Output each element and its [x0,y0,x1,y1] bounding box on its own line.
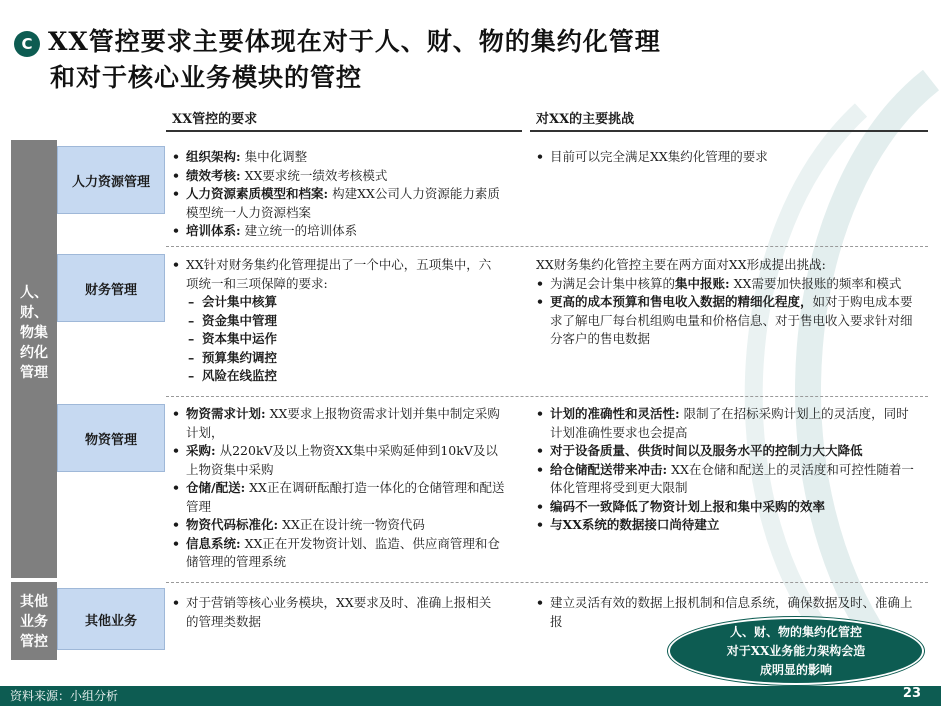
item-emphasis: 与XX系统的数据接口尚待建立 [550,517,720,532]
category-label-main: 人、财、物集约化管理 [20,285,48,381]
hr-requirements [172,148,502,241]
callout-line-2: 对于XX业务能力架构会造 [726,643,866,658]
item-emphasis: 培训体系: [186,223,241,238]
bullet-list [172,256,502,386]
item-text: 为满足会计集中核算的 [550,275,676,291]
item-emphasis: 信息系统: [186,535,241,551]
list-item [536,498,916,517]
item-emphasis: 组织架构: [186,149,241,164]
title-line-1: XX管控要求主要体现在对于人、财、物的集约化管理 [48,27,661,56]
title-line-2: 和对于核心业务模块的管控 [50,63,363,92]
item-text: 从220kV及以上物资XX集中采购延伸到10kV及以上物资集中采购 [186,443,498,477]
item-emphasis: 编码不一致降低了物资计划上报和集中采购的效率 [550,498,826,514]
other-requirements [172,594,502,631]
item-text: 建立统一的培训体系 [240,223,358,238]
item-text: XX针对财务集约化管理提出了一个中心，五项集中，六项统一和三项保障的要求: [186,257,492,291]
item-text: XX财务集约化管控主要在两方面对XX形成提出挑战: [536,257,826,272]
item-emphasis: 采购: [186,443,216,458]
item-emphasis: 风险在线监控 [202,368,278,383]
item-emphasis: 给仓储配送带来冲击: [550,461,668,477]
list-item [172,330,502,349]
footer-bar [0,686,941,706]
finance-requirements [172,256,502,386]
section-box-other: 其他业务 [57,588,165,650]
bullet-list [536,256,916,349]
item-emphasis: 物资需求计划: [186,406,266,421]
hr-challenges [536,148,916,167]
right-header-rule [530,130,928,132]
bullet-list [172,405,506,572]
item-text: XX要求上报物资需求计划并集中制定采购计划， [186,406,500,440]
list-item [172,516,506,535]
section-box-finance: 财务管理 [57,254,165,322]
row-separator [166,396,928,397]
item-emphasis: 资本集中运作 [202,331,278,346]
item-text: 限制了在招标采购计划上的灵活度，同时计划准确性要求也会提高 [550,406,909,440]
item-text: 集中化调整 [240,149,308,164]
item-text: 构建XX公司人力资源能力素质模型统一人力资源档案 [186,186,500,220]
row-separator [166,246,928,247]
list-item [172,167,502,186]
item-emphasis: 计划的准确性和灵活性: [550,406,680,421]
list-item [536,293,916,349]
item-text: XX正在设计统一物资代码 [278,517,425,532]
finance-challenges [536,256,916,349]
item-emphasis: 预算集约调控 [202,349,278,365]
list-item [172,405,506,442]
list-item [172,185,502,222]
list-item [172,479,506,516]
list-item [172,535,506,572]
item-text: XX在仓储和配送上的灵活度和可控性随着一体化管理将受到更大限制 [550,461,914,495]
callout-line-1: 人、财、物的集约化管控 [729,624,862,639]
section-box-materials: 物资管理 [57,404,165,472]
list-item [536,516,916,535]
item-text: XX需要加快报账的频率和模式 [729,275,902,291]
item-emphasis: 人力资源素质模型和档案: [186,186,329,201]
page-number: 23 [902,686,921,701]
list-item [172,256,502,293]
item-emphasis: 对于设备质量、供货时间以及服务水平的控制力大大降低 [550,443,863,458]
list-item [172,367,502,386]
bullet-list [536,405,916,535]
list-item [536,256,916,275]
item-text: 目前可以完全满足XX集约化管理的要求 [550,149,768,164]
list-item [172,293,502,312]
list-item [172,222,502,241]
callout-oval [668,617,924,685]
item-text: 如对于购电成本要求了解电厂每台机组购电量和价格信息、对于售电收入要求针对细分客户的售电数据 [550,294,913,346]
section-box-hr: 人力资源管理 [57,146,165,214]
right-column-header: 对XX的主要挑战 [536,112,635,127]
item-text: 对于营销等核心业务模块，XX要求及时、准确上报相关的管理类数据 [186,595,492,629]
list-item [536,442,916,461]
left-header-rule [166,130,522,132]
list-item [172,594,502,631]
item-text: XX正在开发物资计划、监造、供应商管理和仓储管理的管理系统 [186,535,500,569]
item-emphasis: 更高的成本预算和售电收入数据的精细化程度， [550,294,813,309]
item-emphasis: 会计集中核算 [202,294,278,309]
item-emphasis: 资金集中管理 [202,312,278,328]
row-separator [166,582,928,583]
item-emphasis: 物资代码标准化: [186,517,279,532]
item-emphasis: 绩效考核: [186,167,241,183]
left-column-header: XX管控的要求 [172,112,258,127]
list-item [172,442,506,479]
bullet-list [172,594,502,631]
item-text: XX正在调研酝酿打造一体化的仓储管理和配送管理 [186,480,505,514]
source-note: 资料来源：小组分析 [10,689,119,703]
item-emphasis: 仓储/配送: [186,480,246,495]
list-item [536,275,916,294]
item-emphasis: 集中报账: [675,275,730,291]
category-label-other: 其他业务管控 [20,594,48,650]
callout-line-3: 成明显的影响 [759,662,832,677]
materials-challenges [536,405,916,535]
materials-requirements [172,405,506,572]
list-item [536,405,916,442]
section-badge: C [14,31,40,57]
page-title [48,24,661,96]
item-text: XX要求统一绩效考核模式 [240,167,388,183]
list-item [172,148,502,167]
item-text: 建立灵活有效的数据上报机制和信息系统，确保数据及时、准确上报 [550,595,913,629]
bullet-list [172,148,502,241]
list-item [172,349,502,368]
list-item [536,461,916,498]
bullet-list [536,148,916,167]
list-item [172,312,502,331]
list-item [536,148,916,167]
